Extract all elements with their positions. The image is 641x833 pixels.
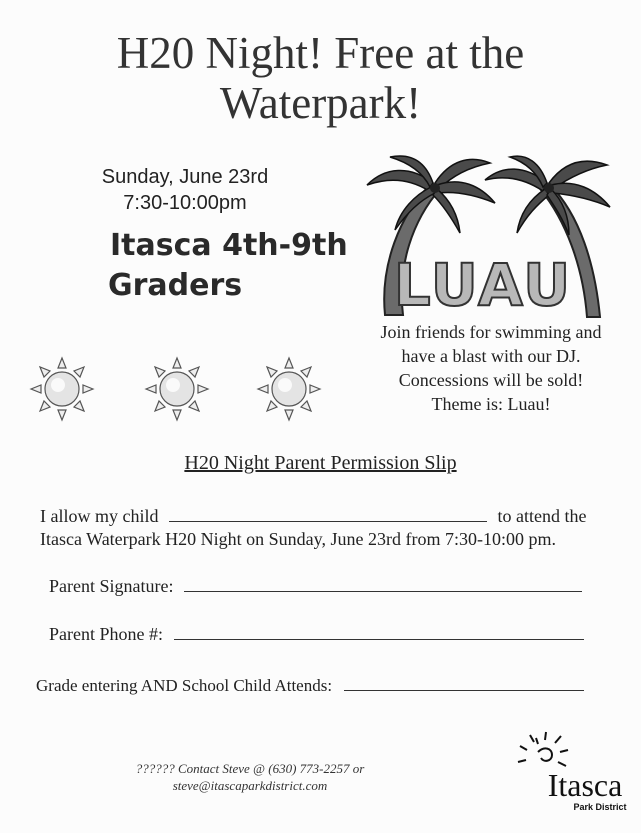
sun-burst-icon xyxy=(518,732,568,766)
signature-row xyxy=(49,576,582,597)
event-info xyxy=(355,320,627,416)
allow-suffix: to attend the xyxy=(497,506,587,526)
logo-subtitle: Park District xyxy=(573,802,627,812)
contact-email: steve@itascaparkdistrict.com xyxy=(172,778,328,793)
event-date: Sunday, June 23rd xyxy=(101,166,269,188)
phone-label: Parent Phone #: xyxy=(49,624,163,644)
sun-icon xyxy=(142,354,212,424)
luau-palm-trees-illustration xyxy=(355,155,613,320)
title-line-1: H20 Night! Free at the xyxy=(116,28,525,78)
sun-icon xyxy=(27,354,97,424)
grade-school-field[interactable] xyxy=(344,689,584,691)
flyer-title xyxy=(0,28,641,128)
signature-label: Parent Signature: xyxy=(49,576,174,596)
parent-signature-field[interactable] xyxy=(184,590,582,592)
audience-line-2: Graders xyxy=(108,268,243,303)
luau-art-text: LUAU xyxy=(393,251,573,319)
info-line: Join friends for swimming and xyxy=(380,322,602,342)
title-line-2: Waterpark! xyxy=(219,78,422,128)
child-name-field[interactable] xyxy=(169,520,487,522)
allow-prefix: I allow my child xyxy=(40,506,159,526)
parent-phone-field[interactable] xyxy=(174,638,584,640)
allow-child-row xyxy=(40,506,586,527)
contact-info xyxy=(100,760,400,794)
info-line: Theme is: Luau! xyxy=(431,394,551,414)
audience-line-1: Itasca 4th-9th xyxy=(110,228,348,263)
sun-icon xyxy=(254,354,324,424)
itasca-park-district-logo xyxy=(500,730,630,820)
info-line: have a blast with our DJ. xyxy=(401,346,581,366)
phone-row xyxy=(49,624,584,645)
info-line: Concessions will be sold! xyxy=(398,370,584,390)
contact-line-1: ?????? Contact Steve @ (630) 773-2257 or xyxy=(135,761,365,776)
grade-label: Grade entering AND School Child Attends: xyxy=(36,676,333,695)
grade-school-row xyxy=(36,676,584,696)
event-audience xyxy=(60,226,390,306)
allow-line-2: Itasca Waterpark H20 Night on Sunday, June 23rd from 7:30-10:00 pm. xyxy=(40,529,556,549)
event-time: 7:30-10:00pm xyxy=(123,192,247,214)
logo-name: Itasca xyxy=(547,767,623,803)
event-date-time xyxy=(60,164,310,216)
permission-slip-title: H20 Night Parent Permission Slip xyxy=(184,452,457,474)
